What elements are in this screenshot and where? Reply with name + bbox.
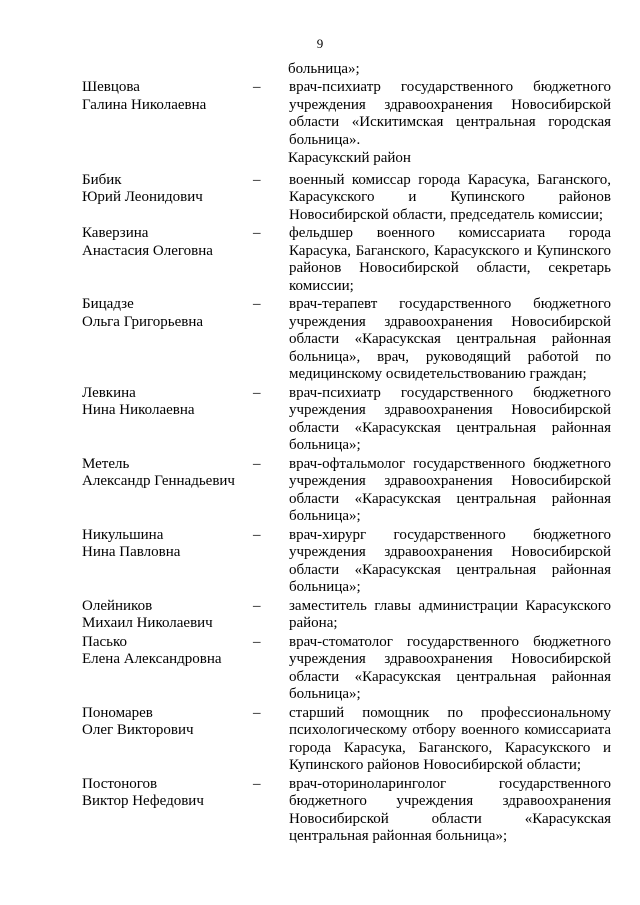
section-title: Карасукский район xyxy=(288,150,411,166)
member-surname: Метель xyxy=(82,455,130,472)
member-surname: Пасько xyxy=(82,633,128,650)
entries-karasuk-section xyxy=(0,172,640,846)
member-position: врач-психиатр государственного бюджетного учреждения здравоохранения Новосибирской области «Искитимская центральная городская больница». xyxy=(289,79,611,148)
member-entry xyxy=(0,296,640,384)
entries-before-section xyxy=(0,79,640,149)
member-surname: Каверзина xyxy=(82,225,149,241)
dash-separator: – xyxy=(253,79,261,95)
member-position: врач-терапевт государственного бюджетного учреждения здравоохранения Новосибирской области «Карасукская центральная районная больница», врач, руководящий работой по медицинскому освидетельствованию граждан; xyxy=(289,296,611,382)
page-number: 9 xyxy=(316,36,324,51)
dash-separator: – xyxy=(253,384,261,401)
dash-separator: – xyxy=(253,597,261,614)
member-name xyxy=(82,634,252,704)
member-position: врач-психиатр государственного бюджетного учреждения здравоохранения Новосибирской области «Карасукская центральная районная больница»; xyxy=(289,384,611,453)
member-given-names: Нина Николаевна xyxy=(82,402,195,418)
dash-separator: – xyxy=(253,225,261,241)
member-position: военный комиссар города Карасука, Баганского, Карасукского и Купинского районов Новосибирской области, председатель комиссии; xyxy=(289,171,611,223)
member-surname: Шевцова xyxy=(82,79,140,95)
member-position: фельдшер военного комиссариата города Карасука, Баганского, Карасукского и Купинского районов Новосибирской области, секретарь комиссии; xyxy=(289,225,611,294)
member-name xyxy=(82,296,252,384)
member-name xyxy=(82,776,252,846)
dash-separator: – xyxy=(253,704,261,721)
dash-separator: – xyxy=(253,171,261,188)
member-surname: Левкина xyxy=(82,384,136,401)
member-entry xyxy=(0,527,640,597)
member-name xyxy=(82,705,252,775)
continuation-text: больница»; xyxy=(288,61,360,77)
member-surname: Олейников xyxy=(82,597,153,614)
member-entry xyxy=(0,172,640,225)
member-position: заместитель главы администрации Карасукского района; xyxy=(289,597,611,631)
member-entry xyxy=(0,385,640,455)
member-given-names: Виктор Нефедович xyxy=(82,793,204,809)
member-position: врач-хирург государственного бюджетного учреждения здравоохранения Новосибирской области «Карасукская центральная районная больница»; xyxy=(289,526,611,595)
member-surname: Бицадзе xyxy=(82,296,134,312)
member-given-names: Анастасия Олеговна xyxy=(82,242,213,259)
member-entry xyxy=(0,776,640,846)
dash-separator: – xyxy=(253,526,261,543)
member-surname: Постоногов xyxy=(82,775,158,792)
member-position: старший помощник по профессиональному психологическому отбору военного комиссариата города Карасука, Баганского, Карасукского и Купинского районов Новосибирской области; xyxy=(289,704,611,773)
member-entry xyxy=(0,456,640,526)
member-given-names: Александр Геннадьевич xyxy=(82,473,235,489)
member-given-names: Олег Викторович xyxy=(82,722,194,738)
member-entry xyxy=(0,225,640,295)
member-position: врач-стоматолог государственного бюджетного учреждения здравоохранения Новосибирской области «Карасукская центральная районная больница»; xyxy=(289,633,611,702)
dash-separator: – xyxy=(253,775,261,792)
member-given-names: Елена Александровна xyxy=(82,651,222,667)
member-surname: Никульшина xyxy=(82,526,164,543)
dash-separator: – xyxy=(253,296,261,312)
member-name xyxy=(82,385,252,455)
member-given-names: Юрий Леонидович xyxy=(82,189,203,205)
member-name xyxy=(82,456,252,526)
member-entry xyxy=(0,705,640,775)
dash-separator: – xyxy=(253,455,261,472)
member-given-names: Ольга Григорьевна xyxy=(82,313,204,330)
member-surname: Пономарев xyxy=(82,704,153,721)
member-position: врач-оториноларинголог государственного бюджетного учреждения здравоохранения Новосибирской области «Карасукская центральная районная больница»; xyxy=(289,775,611,844)
member-name xyxy=(82,79,252,149)
member-name xyxy=(82,225,252,295)
member-entry xyxy=(0,598,640,633)
member-entry xyxy=(0,79,640,149)
member-given-names: Михаил Николаевич xyxy=(82,615,213,631)
member-position: врач-офтальмолог государственного бюджетного учреждения здравоохранения Новосибирской области «Карасукская центральная районная больница»; xyxy=(289,455,611,524)
commission-list xyxy=(0,79,640,847)
member-given-names: Галина Николаевна xyxy=(82,96,207,113)
member-name xyxy=(82,172,252,225)
member-name xyxy=(82,598,252,633)
member-given-names: Нина Павловна xyxy=(82,544,181,560)
dash-separator: – xyxy=(253,633,261,650)
member-name xyxy=(82,527,252,597)
member-surname: Бибик xyxy=(82,171,122,188)
member-entry xyxy=(0,634,640,704)
